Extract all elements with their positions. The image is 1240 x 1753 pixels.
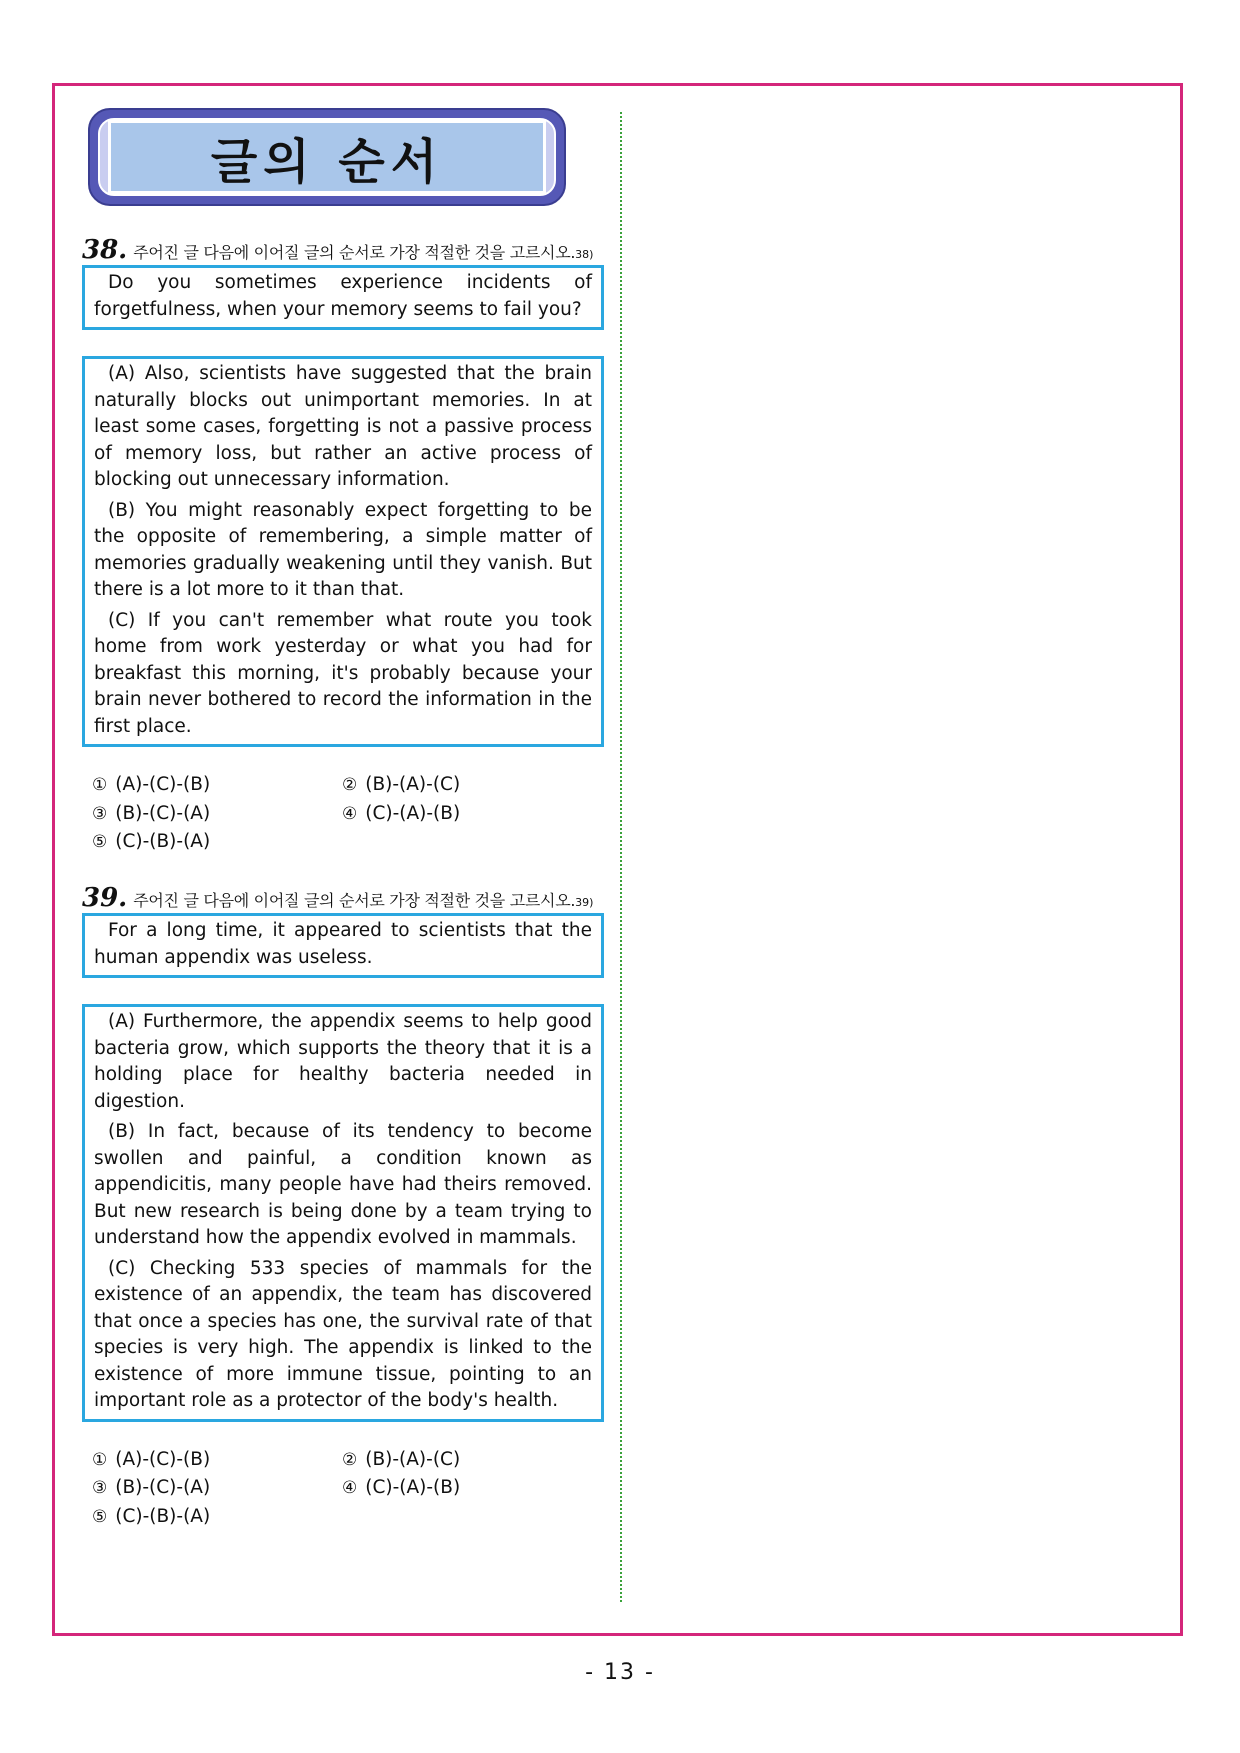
- passage-b: (B) You might reasonably expect forgetting to be the opposite of remembering, a simple matter of memories gradually weakening until they vanish. But there is a lot more to it than that.: [94, 499, 592, 600]
- answer-choices: [82, 1446, 602, 1532]
- question-header: [82, 883, 602, 913]
- question-instruction: 주어진 글 다음에 이어질 글의 순서로 가장 적절한 것을 고르시오.: [133, 891, 576, 910]
- passage-b: (B) In fact, because of its tendency to become swollen and painful, a condition known as appendicitis, many people have had theirs removed. But new research is being done by a team trying to understand how the appendix evolved in mammals.: [94, 1121, 592, 1248]
- ordering-passages-box: [82, 1004, 604, 1422]
- question-number: 39.: [82, 883, 128, 913]
- passage-a: (A) Also, scientists have suggested that the brain naturally blocks out unimportant memories. In at least some cases, forgetting is not a passive process of memory loss, but rather an active process of blocking out unnecessary information.: [94, 363, 592, 490]
- choice-5[interactable]: ⑤ (C)-(B)-(A): [92, 1505, 211, 1527]
- page-number: - 13 -: [585, 1660, 655, 1685]
- choice-2[interactable]: ② (B)-(A)-(C): [342, 774, 461, 795]
- column-divider: [620, 112, 622, 1602]
- question-header: [82, 235, 602, 265]
- choice-3[interactable]: ③ (B)-(C)-(A): [92, 802, 211, 824]
- choice-4[interactable]: ④ (C)-(A)-(B): [342, 802, 461, 824]
- question-39: [82, 883, 602, 1531]
- choice-2[interactable]: ② (B)-(A)-(C): [342, 1448, 461, 1470]
- question-instruction: 주어진 글 다음에 이어질 글의 순서로 가장 적절한 것을 고르시오.: [133, 243, 576, 262]
- choice-4[interactable]: ④ (C)-(A)-(B): [342, 1477, 461, 1498]
- footnote-marker: 38): [575, 248, 594, 261]
- passage-c: (C) If you can't remember what route you took home from work yesterday or what you had for breakfast this morning, it's probably because your brain never bothered to record the information in the first place.: [94, 609, 592, 737]
- section-title-panel: [108, 120, 546, 194]
- section-title: 글의 순서: [210, 133, 444, 190]
- choice-1[interactable]: ① (A)-(C)-(B): [92, 1448, 211, 1470]
- footnote-marker: 39): [575, 896, 594, 909]
- given-passage-box: [82, 913, 604, 978]
- question-38: [82, 235, 602, 857]
- passage-c: (C) Checking 533 species of mammals for the existence of an appendix, the team has discovered that once a species has one, the survival rate of that species is very high. The appendix is linked to the existence of more immune tissue, pointing to an important role as a protector of the body's health.: [94, 1257, 592, 1411]
- given-passage-box: [82, 265, 604, 330]
- choice-1[interactable]: ① (A)-(C)-(B): [92, 774, 211, 795]
- ordering-passages-box: [82, 356, 604, 747]
- given-passage: Do you sometimes experience incidents of forgetfulness, when your memory seems to fail you?: [94, 272, 592, 320]
- choice-5[interactable]: ⑤ (C)-(B)-(A): [92, 831, 211, 852]
- question-number: 38.: [82, 235, 128, 265]
- section-title-banner: [88, 108, 566, 206]
- given-passage: For a long time, it appeared to scientists that the human appendix was useless.: [94, 920, 592, 968]
- answer-choices: [82, 771, 602, 857]
- choice-3[interactable]: ③ (B)-(C)-(A): [92, 1477, 211, 1498]
- passage-a: (A) Furthermore, the appendix seems to help good bacteria grow, which supports the theory that it is a holding place for healthy bacteria needed in digestion.: [94, 1011, 592, 1112]
